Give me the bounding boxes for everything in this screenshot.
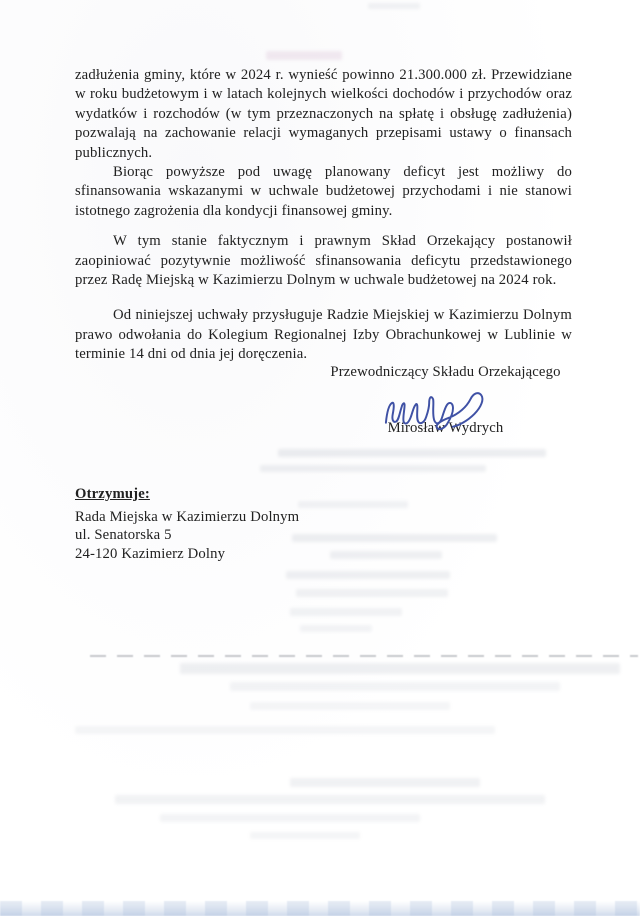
bleed-through-artifact [266, 51, 342, 60]
recipient-line: 24-120 Kazimierz Dolny [75, 545, 226, 562]
paragraph: Biorąc powyższe pod uwagę planowany deficyt jest możliwy do sfinansowania wskazanymi w uchwale budżetowej przychodami i nie stanowi istotnego zagrożenia dla kondycji finansowej gminy. [75, 164, 572, 219]
signature-block [318, 363, 573, 438]
bleed-through-rule [90, 655, 638, 657]
bleed-through-artifact [290, 608, 402, 616]
bleed-through-artifact [75, 726, 495, 734]
recipients-block [75, 485, 299, 563]
letter-body [75, 66, 572, 365]
paragraph: Od niniejszej uchwały przysługuje Radzie Miejskiej w Kazimierzu Dolnym prawo odwołania do Kolegium Regionalnej Izby Obrachunkowej w Lublinie w terminie 14 dni od dnia jej doręczenia. [75, 307, 572, 363]
bleed-through-artifact [160, 814, 420, 822]
bleed-through-artifact [298, 501, 408, 508]
paragraph: zadłużenia gminy, które w 2024 r. wynieść powinno 21.300.000 zł. Przewidziane w roku budżetowym i w latach kolejnych wielkości dochodów i przychodów oraz wydatków i rozchodów (w tym przeznaczonych na spłatę i obsługę zadłużenia) pozwalają na zachowanie relacji wymaganych przepisami ustawy o finansach publicznych. [75, 67, 572, 161]
bleed-through-artifact [260, 465, 486, 472]
signatory-title: Przewodniczący Składu Orzekającego [330, 364, 561, 380]
bleed-through-artifact [180, 663, 620, 674]
bleed-through-artifact [286, 571, 450, 579]
bleed-through-artifact [300, 625, 372, 632]
scan-edge-artifact [0, 901, 640, 916]
bleed-through-artifact [368, 3, 420, 9]
signatory-name: Mirosław Wydrych [387, 420, 504, 436]
recipient-line: Rada Miejska w Kazimierzu Dolnym [75, 508, 300, 525]
bleed-through-artifact [292, 534, 497, 542]
recipient-line: ul. Senatorska 5 [75, 527, 172, 544]
bleed-through-artifact [296, 589, 448, 597]
bleed-through-artifact [330, 551, 442, 559]
bleed-through-artifact [250, 832, 360, 839]
bleed-through-artifact [115, 795, 545, 804]
signature-stroke [385, 393, 482, 429]
bleed-through-artifact [230, 682, 560, 691]
paragraph: W tym stanie faktycznym i prawnym Skład Orzekający postanowił zaopiniować pozytywnie możliwość sfinansowania deficytu przedstawionego przez Radę Miejską w Kazimierzu Dolnym w uchwale budżetowej na 2024 rok. [75, 233, 572, 289]
bleed-through-artifact [250, 702, 450, 710]
handwritten-signature-icon [380, 383, 498, 431]
bleed-through-artifact [278, 449, 546, 457]
bleed-through-artifact [290, 778, 480, 787]
recipients-heading: Otrzymuje: [75, 486, 150, 502]
